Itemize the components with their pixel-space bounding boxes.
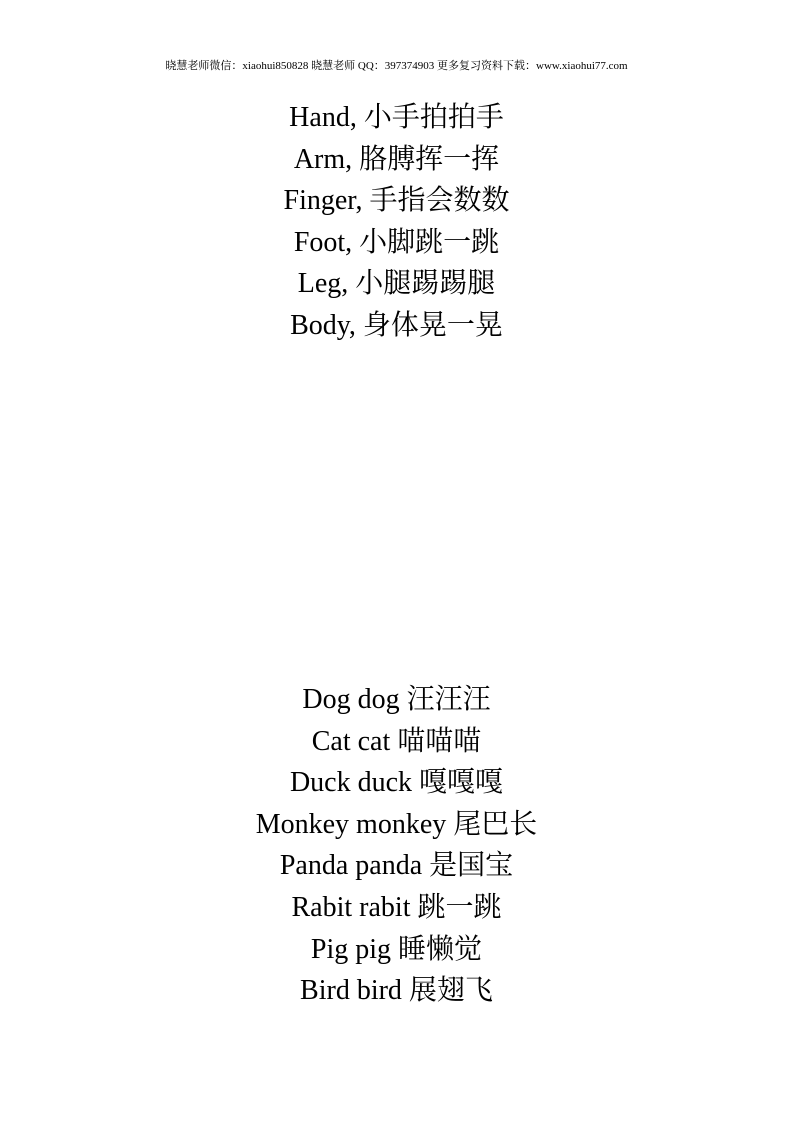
chant-line-body: Body, 身体晃一晃 (290, 309, 503, 341)
body-parts-chant (0, 97, 793, 347)
chant-line-bird: Bird bird 展翅飞 (300, 975, 493, 1007)
chant-line-pig: Pig pig 睡懒觉 (310, 933, 483, 965)
chant-line-panda: Panda panda 是国宝 (279, 850, 514, 882)
chant-line-leg: Leg, 小腿踢踢腿 (297, 268, 496, 300)
chant-line-cat: Cat cat 喵喵喵 (311, 725, 482, 757)
chant-line-arm: Arm, 胳膊挥一挥 (293, 143, 500, 175)
animals-chant (0, 679, 793, 1012)
chant-line-foot: Foot, 小脚跳一跳 (293, 226, 500, 258)
chant-line-monkey: Monkey monkey 尾巴长 (255, 808, 538, 840)
chant-line-duck: Duck duck 嘎嘎嘎 (289, 767, 504, 799)
page-header: 晓慧老师微信：xiaohui850828 晓慧老师 QQ：397374903 更多复习资料下载：www.xiaohui77.com (165, 60, 628, 72)
chant-line-dog: Dog dog 汪汪汪 (302, 684, 491, 715)
chant-line-hand: Hand, 小手拍拍手 (289, 102, 504, 133)
chant-line-rabbit: Rabit rabit 跳一跳 (291, 891, 502, 923)
chant-line-finger: Finger, 手指会数数 (283, 185, 510, 217)
